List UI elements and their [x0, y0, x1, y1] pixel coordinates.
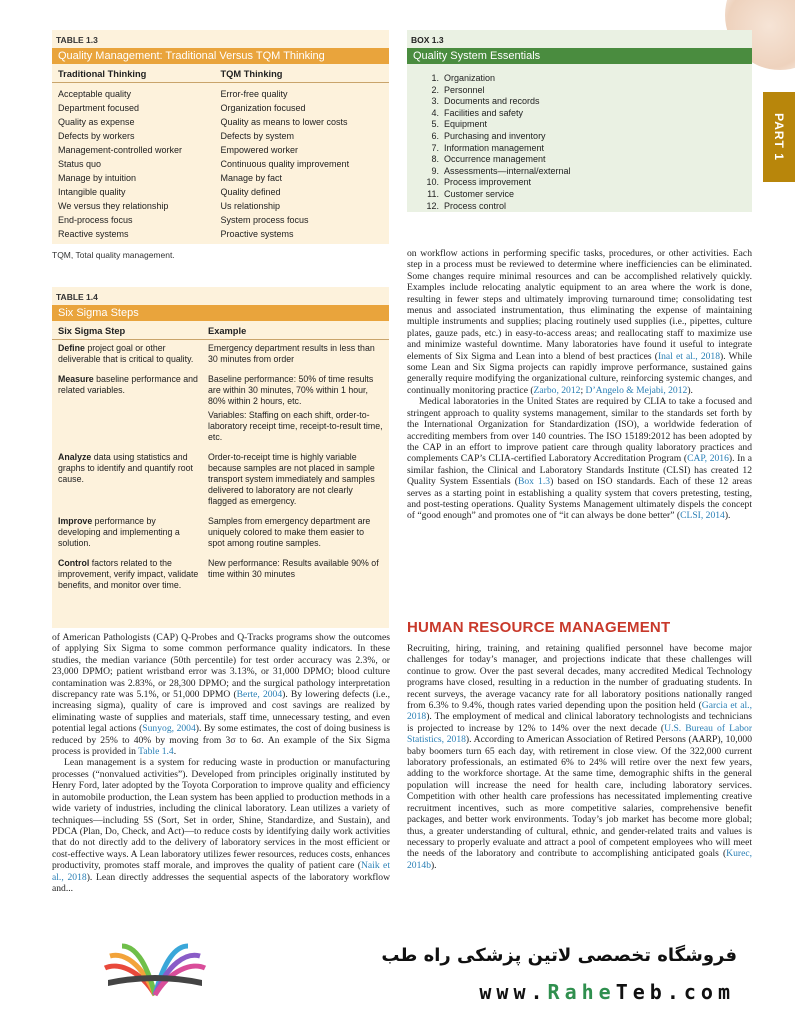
example-text: Order-to-receipt time is highly variable because samples are not placed in sample transport system immediately and samples delivered to laboratory are not clearly flagged as emergency.: [208, 452, 375, 506]
part-tab: PART 1: [763, 92, 795, 182]
table-caption: TQM, Total quality management.: [52, 250, 175, 260]
list-item: Error-free quality: [220, 89, 288, 99]
table-tag: TABLE 1.4: [56, 292, 98, 302]
list-item: 10. Process improvement: [426, 177, 532, 188]
step-name: Control: [58, 558, 90, 568]
list-item: 9. Assessments—internal/external: [431, 165, 571, 176]
list-item: Proactive systems: [220, 229, 294, 239]
list-item: 4. Facilities and safety: [431, 107, 524, 118]
step-desc: project goal or other deliverable that is critical to quality.: [58, 343, 194, 364]
list-item: Us relationship: [220, 201, 281, 211]
list-item: Quality defined: [220, 187, 281, 197]
box-1-3: [407, 30, 752, 212]
list-item: Empowered worker: [220, 145, 299, 155]
column-header: Six Sigma Step: [58, 326, 126, 336]
box-tag: BOX 1.3: [411, 35, 444, 45]
column-header: Example: [208, 326, 247, 336]
list-item: Management-controlled worker: [58, 145, 183, 155]
table-reference-link[interactable]: Table 1.4: [138, 746, 174, 758]
table-title: Quality Management: Traditional Versus TQM Thinking: [52, 48, 389, 64]
list-item: Status quo: [58, 159, 102, 169]
column-header: Traditional Thinking: [58, 69, 147, 79]
list-item: 2. Personnel: [431, 84, 485, 95]
box-reference-link[interactable]: Box 1.3: [517, 476, 551, 488]
list-item: Reactive systems: [58, 229, 129, 239]
citation-link[interactable]: Kurec, 2014b: [407, 848, 752, 871]
list-item: Department focused: [58, 103, 140, 113]
citation-link[interactable]: Zarbo, 2012: [533, 384, 581, 396]
body-text-right-lower: [407, 643, 752, 931]
list-item: We versus they relationship: [58, 201, 169, 211]
list-item: Organization focused: [220, 103, 306, 113]
step-desc: factors related to the improvement, verify impact, validate benefits, and monitor over time.: [58, 558, 199, 590]
step-desc: data using statistics and graphs to identify and quantify root cause.: [58, 452, 193, 484]
table-title: Six Sigma Steps: [52, 305, 389, 321]
traditional-list: [58, 87, 221, 241]
box-title: Quality System Essentials: [407, 48, 752, 64]
example-text: Variables: Staffing on each shift, order-to-laboratory receipt time, receipt-to-result time, etc.: [208, 410, 383, 442]
list-item: 6. Purchasing and inventory: [431, 130, 546, 141]
list-item: 8. Occurrence management: [431, 154, 546, 165]
column-header: TQM Thinking: [220, 69, 283, 79]
example-text: Emergency department results in less than 30 minutes from order: [208, 343, 375, 364]
step-name: Analyze: [58, 452, 92, 462]
example-text: New performance: Results available 90% of time within 30 minutes: [208, 558, 379, 579]
citation-link[interactable]: Berte, 2004: [236, 689, 283, 701]
list-item: 5. Equipment: [431, 119, 488, 130]
table-row: [52, 513, 389, 555]
step-name: Measure: [58, 374, 94, 384]
list-item: Manage by intuition: [58, 173, 137, 183]
store-name: فروشگاه تخصصی لاتین پزشکی راه طب: [381, 945, 737, 966]
paragraph: on workflow actions in performing specific tasks, procedures, or other activities. Each step in a process must be reviewed to determine where inefficiencies can be eliminated. Some changes require minimal resources and can be accomplished relatively quickly. Examples include relocating analytic equipment to an area where the work is done, resulting in fewer steps and ultimately improving turnaround time; consolidating test menus and associated instrumentation, thus eliminating the expense of maintaining multiple instruments and supplies; placing routinely used supplies (i.e., pipettes, culture plates, gauze pads, etc.) in easy-to-access areas; and reallocating staff to maximize use and minimize wasteful downtime. Many laboratories have found it useful to integrate elements of Six Sigma and Lean into a blend of best practices (Inal et al., 2018). While some Lean and Six Sigma projects can rapidly improve performance, sustained gains generally require modifying the organizational culture, reinforcing systemic changes, and continually monitoring practice (Zarbo, 2012; D’Angelo & Mejabi, 2012).: [407, 248, 752, 396]
list-item: Acceptable quality: [58, 89, 132, 99]
list-item: Manage by fact: [220, 173, 283, 183]
store-url[interactable]: www.RaheTeb.com: [479, 980, 735, 1004]
table-1-3: [52, 30, 389, 244]
list-item: 7. Information management: [431, 142, 545, 153]
list-item: End-process focus: [58, 215, 133, 225]
table-row: [52, 340, 389, 371]
list-item: Defects by workers: [58, 131, 135, 141]
table-1-4: [52, 287, 389, 628]
book-logo-icon: [100, 940, 210, 1002]
paragraph: Lean management is a system for reducing waste in production or manufacturing processes (“nonvalued activities”). Developed from principles originally instituted by Henry Ford, later adopted by the Toyota Corporation to improve quality and efficiency in automobile production, the Lean system has been applied to production methods in a wide variety of industries, including the clinical laboratory. Lean utilizes a variety of techniques—including 5S (Sort, Set in order, Shine, Standardize, and Sustain), and PDCA (Plan, Do, Check, and Act)—to reduce costs by identifying daily work activities that do not directly add to the delivery of laboratory services in the most efficient or cost-effective ways. A Lean laboratory utilizes fewer resources, reduces costs, enhances productivity, promotes staff morale, and improves the quality of patient care (Naik et al., 2018). Lean directly addresses the sequential aspects of the laboratory workflow and...: [52, 757, 390, 894]
list-item: Continuous quality improvement: [220, 159, 350, 169]
step-name: Improve: [58, 516, 93, 526]
list-item: Defects by system: [220, 131, 295, 141]
citation-link[interactable]: CLSI, 2014: [680, 510, 725, 522]
citation-link[interactable]: U.S. Bureau of Labor Statistics, 2018: [407, 722, 752, 746]
step-desc: baseline performance and related variables.: [58, 374, 198, 395]
citation-link[interactable]: CAP, 2016: [687, 453, 729, 465]
table-row: [52, 371, 389, 449]
table-row: [52, 555, 389, 594]
step-name: Define: [58, 343, 85, 353]
citation-link[interactable]: Naik et al., 2018: [52, 860, 390, 883]
paragraph: Medical laboratories in the United States are required by CLIA to take a focused and stringent approach to quality systems management, similar to the standards set forth by the International Organization for Standardization (ISO), a worldwide federation of accrediting members from over 140 countries. The ISO 15189:2012 has been adopted by the CAP in an effort to improve patient care through quality laboratory practices and complements CAP’s CLIA-certified Laboratory Accreditation Program (CAP, 2016). In a similar fashion, the Clinical and Laboratory Standards Institute (CLSI) has created 12 Quality System Essentials (Box 1.3) based on ISO standards. Each of these 12 areas serves as a starting point in establishing a quality system that covers pretesting, testing, and post-testing operations. Quality Systems Management ultimately dispels the concept of “good enough” and promotes one of “it can always be done better” (CLSI, 2014).: [407, 396, 752, 522]
list-item: 3. Documents and records: [431, 96, 540, 107]
footer-banner: [0, 928, 795, 1010]
list-item: 11. Customer service: [427, 188, 515, 199]
example-text: Baseline performance: 50% of time results are within 30 minutes, 70% within 1 hour, 80% within 2 hours, etc.: [208, 374, 374, 406]
section-heading: HUMAN RESOURCE MANAGEMENT: [407, 619, 671, 636]
table-row: [52, 449, 389, 513]
list-item: 12. Process control: [426, 200, 507, 211]
paragraph: Recruiting, hiring, training, and retaining qualified personnel have become major challenges for today’s manager, and projections indicate that these challenges will continue to grow. Over the past several decades, many accredited Medical Technology programs have closed, resulting in a reduction in the number of graduating students. In recent surveys, the average vacancy rate for all laboratory positions nationally ranged from 6.3% to 9.4%, though rates varied depending upon the position held (Garcia et al., 2018). The employment of medical and clinical laboratory technologists and technicians is projected to increase by 12% to 14% over the next decade (U.S. Bureau of Labor Statistics, 2018). According to American Association of Retired Persons (AARP), 10,000 baby boomers turn 65 each day, with retirement in close view. Of the 322,000 current laboratory professionals, an estimated 6% to 24% will retire over the next few years, adding to the workforce shortage. At the same time, demographic shifts in the general population will increase the need for health care, including laboratory services. Competition with other health care professions has necessitated implementing creative recruitment incentives, such as more competitive salaries, comprehensive benefit packages, and better work environments. Today’s job market has become more global; thus, a greater understanding of cultural, ethnic, and gender-related traits and values is necessary to properly evaluate and attract a pool of competent employees who will meet the needs of the laboratory and contribute to accomplishing anticipated goals (Kurec, 2014b).: [407, 643, 752, 871]
citation-link[interactable]: Sunyog, 2004: [142, 723, 196, 735]
citation-link[interactable]: D’Angelo & Mejabi, 2012: [585, 384, 688, 396]
list-item: 1. Organization: [431, 73, 496, 83]
citation-link[interactable]: Garcia et al., 2018: [407, 700, 752, 723]
example-text: Samples from emergency department are uniquely colored to make them easier to spot among routine samples.: [208, 516, 371, 548]
citation-link[interactable]: Inal et al., 2018: [657, 350, 721, 362]
tqm-list: [221, 87, 384, 241]
step-desc: performance by developing and implementing a solution.: [58, 516, 180, 548]
essentials-list: [407, 64, 752, 212]
list-item: Quality as expense: [58, 117, 135, 127]
paragraph: of American Pathologists (CAP) Q-Probes and Q-Tracks programs show the outcomes of applying Six Sigma to some common performance quality indicators. In these studies, the median variance (50th percentile) for test order accuracy was 2.3%, or 23,000 DPMO; patient wristband error was 3.13%, or 31,000 DPMO; blood culture contamination was 2.83%, or 28,300 DPMO; and the surgical pathology interpretation discrepancy rate was 5.1%, or 51,000 DPMO (Berte, 2004). By lowering defects (i.e., increasing sigma), quality of care is improved and cost savings are realized by eliminating waste of supplies and materials, staff time, unnecessary testing, and even potential legal actions (Sunyog, 2004). By some estimates, the cost of doing business is reduced by 25% to 40% by moving from 3σ to 6σ. An example of the Six Sigma process is provided in Table 1.4.: [52, 632, 390, 758]
body-text-left: [52, 632, 390, 928]
list-item: Intangible quality: [58, 187, 126, 197]
body-text-right-upper: [407, 248, 752, 608]
table-tag: TABLE 1.3: [56, 35, 98, 45]
list-item: System process focus: [220, 215, 309, 225]
list-item: Quality as means to lower costs: [220, 117, 348, 127]
